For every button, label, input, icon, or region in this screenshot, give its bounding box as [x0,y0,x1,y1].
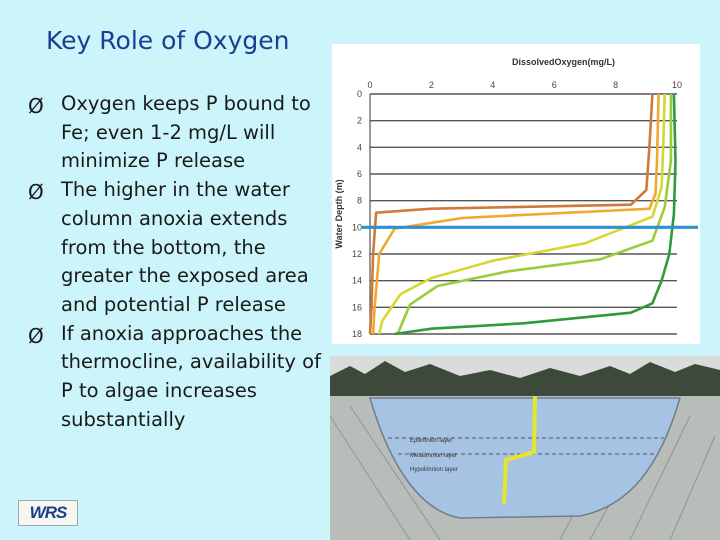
y-axis-label: Water Depth (m) [334,179,344,249]
lake-cross-section-illustration [330,356,720,540]
bullet-item [28,320,328,435]
layer-label: Metalimnion layer [410,453,458,459]
layer-label: Epilimnion layer [410,438,453,444]
bullet-list [28,90,328,434]
bullet-item [28,176,328,320]
y-tick-label: 8 [356,195,362,206]
x-tick-label: 10 [671,80,683,90]
wrs-logo [18,500,78,526]
y-tick-label: 12 [351,249,362,259]
chart-title: DissolvedOxygen(mg/L) [511,57,616,67]
y-tick-label: 2 [356,115,362,126]
bullet-text: Oxygen keeps P bound to Fe; even 1-2 mg/L will minimize P release [61,92,311,173]
bullet-text: If anoxia approaches the thermocline, availability of P to algae increases substantially [61,321,321,431]
bullet-item [28,90,328,176]
dissolved-oxygen-chart [332,44,700,344]
bullet-text: The higher in the water column anoxia extends from the bottom, the greater the exposed area and potential P release [61,178,309,316]
y-tick-label: 10 [351,222,362,233]
y-tick-label: 4 [356,142,362,153]
x-tick-label: 2 [428,80,434,90]
slide-title: Key Role of Oxygen [46,26,290,55]
y-tick-label: 18 [351,329,362,339]
y-tick-label: 6 [356,169,362,179]
arrow-bullet-icon: Ø [28,323,44,348]
x-tick-label: 4 [490,80,496,90]
y-tick-label: 0 [356,89,362,99]
y-tick-label: 16 [351,302,362,313]
y-tick-label: 14 [351,275,362,286]
arrow-bullet-icon: Ø [28,94,44,118]
arrow-bullet-icon: Ø [28,180,44,205]
x-tick-label: 8 [613,80,619,90]
x-tick-label: 6 [551,80,557,90]
layer-label: Hypolimnion layer [410,467,458,473]
chart-background [332,44,700,344]
logo-text: WRS [29,503,67,522]
x-tick-label: 0 [367,80,373,90]
